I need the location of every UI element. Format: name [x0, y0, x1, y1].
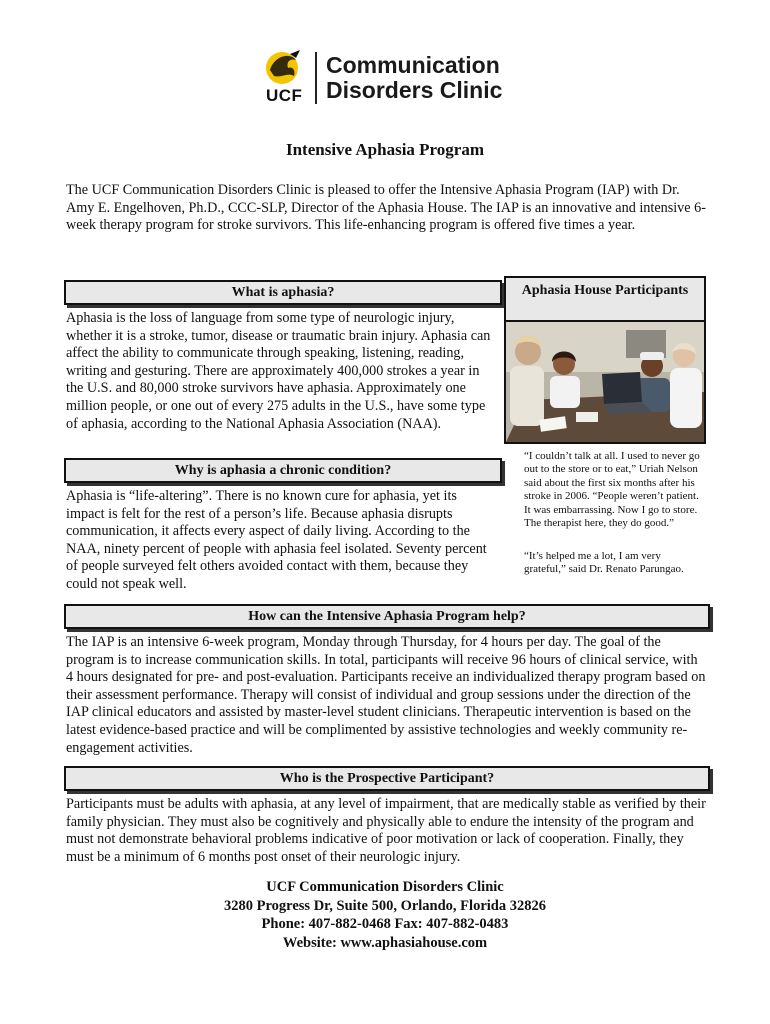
section-heading-how-iap-helps: How can the Intensive Aphasia Program help? [64, 604, 710, 629]
footer-address: 3280 Progress Dr, Suite 500, Orlando, Florida 32826 [224, 897, 546, 914]
participants-photo [504, 320, 706, 444]
quote-uriah-nelson: “I couldn’t talk at all. I used to never go out to the store or to eat,” Uriah Nelson said about the first six months after his stroke in 2006. “People weren’t patient. It was embarrassing. Now I go to store. The therapist here, they do good.” [524, 450, 700, 530]
logo-line-communication: Communication [326, 52, 500, 78]
footer-phone-fax: Phone: 407-882-0468 Fax: 407-882-0483 [261, 916, 509, 932]
prospective-participant-text: Participants must be adults with aphasia, at any level of impairment, that are medically stable as verified by their family physician. They must also be cognitively and physically able to endure the intensity of the program and must not demonstrate behavioral problems indicative of poor motivation or lack of cooperation. Finally, they must be a minimum of 6 months post onset of their neurologic injury. [66, 796, 706, 865]
clinic-logo [260, 48, 520, 110]
section-heading-chronic-condition: Why is aphasia a chronic condition? [64, 458, 502, 483]
how-iap-helps-text: The IAP is an intensive 6-week program, Monday through Thursday, for 4 hours per day. The goal of the program is to increase communication skills. In total, participants will receive 96 hours of clinical service, with 4 hours designated for pre- and post-evaluation. Participants receive an individualized therapy program based on their assessment performance. Therapy will consist of individual and group sessions under the direction of the IAP clinical educators and assisted by master-level student clinicians. Therapeutic intervention is based on the latest evidence-based practice and will be complimented by assistive technologies and weekly community re-engagement activities. [66, 634, 706, 756]
sidebar-heading: Aphasia House Participants [504, 276, 706, 320]
section-heading-prospective-participant: Who is the Prospective Participant? [64, 766, 710, 791]
intro-paragraph: The UCF Communication Disorders Clinic is pleased to offer the Intensive Aphasia Program (IAP) with Dr. Amy E. Engelhoven, Ph.D., CCC-SLP, Director of the Aphasia House. The IAP is an innovative and intensive 6-week therapy program for stroke survivors. This life-enhancing program is offered five times a year. [66, 182, 706, 234]
footer-website: Website: www.aphasiahouse.com [282, 934, 488, 951]
what-is-aphasia-text: Aphasia is the loss of language from some type of neurologic injury, whether it is a stroke, tumor, disease or traumatic brain injury. Aphasia can affect the ability to communicate through speaking, listening, reading, writing and gesturing. There are approximately 400,000 strokes a year in the U.S. and 80,000 stroke survivors have aphasia. Approximately one million people, or one out of every 275 adults in the U.S., have some type of aphasia, according to the National Aphasia Association (NAA). [66, 310, 491, 432]
page-title: Intensive Aphasia Program [285, 140, 485, 159]
chronic-condition-text: Aphasia is “life-altering”. There is no known cure for aphasia, yet its impact is felt for the rest of a person’s life. Because aphasia disrupts communication, it affects every aspect of daily living. According to the NAA, ninety percent of people with aphasia feel isolated. Seventy percent of people surveyed felt others avoided contact with them, because they could not speak well. [66, 488, 487, 592]
footer-org-name: UCF Communication Disorders Clinic [266, 879, 504, 895]
contact-footer [0, 878, 770, 952]
logo-line-disorders-clinic: Disorders Clinic [326, 77, 503, 103]
logo-divider [315, 52, 317, 104]
section-heading-what-is-aphasia: What is aphasia? [64, 280, 502, 305]
ucf-wordmark: UCF [266, 86, 303, 105]
quote-renato-parungao: “It’s helped me a lot, I am very grateful,” said Dr. Renato Parungao. [524, 550, 684, 576]
participants-photo-image [506, 322, 704, 442]
